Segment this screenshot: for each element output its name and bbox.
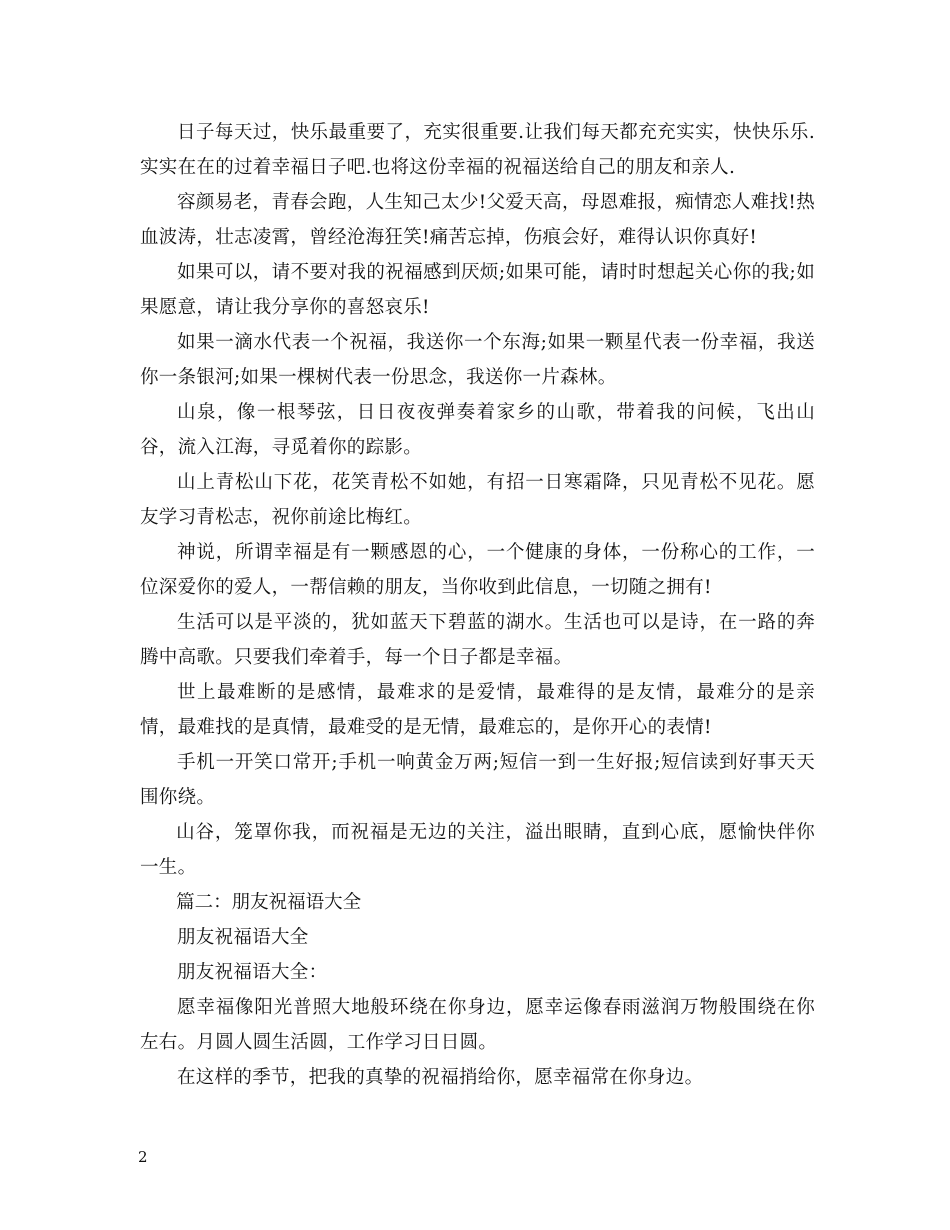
paragraph: 神说，所谓幸福是有一颗感恩的心，一个健康的身体，一份称心的工作，一位深爱你的爱人，一帮信赖的朋友，当你收到此信息，一切随之拥有! xyxy=(140,542,815,598)
paragraph: 在这样的季节，把我的真挚的祝福捎给你，愿幸福常在你身边。 xyxy=(177,1067,704,1088)
paragraph: 日子每天过，快乐最重要了，充实很重要.让我们每天都充充实实，快快乐乐.实实在在的过着幸福日子吧.也将这份幸福的祝福送给自己的朋友和亲人. xyxy=(140,122,815,178)
page-number: 2 xyxy=(138,1148,148,1166)
paragraph: 世上最难断的是感情，最难求的是爱情，最难得的是友情，最难分的是亲情，最难找的是真情，最难受的是无情，最难忘的，是你开心的表情! xyxy=(140,682,815,738)
document-body xyxy=(140,115,815,1095)
paragraph: 生活可以是平淡的，犹如蓝天下碧蓝的湖水。生活也可以是诗，在一路的奔腾中高歌。只要我们牵着手，每一个日子都是幸福。 xyxy=(140,612,815,668)
paragraph: 如果可以，请不要对我的祝福感到厌烦;如果可能，请时时想起关心你的我;如果愿意，请让我分享你的喜怒哀乐! xyxy=(140,262,815,318)
section-heading: 篇二：朋友祝福语大全 xyxy=(176,892,362,913)
intro-label: 朋友祝福语大全： xyxy=(177,962,328,983)
paragraph: 愿幸福像阳光普照大地般环绕在你身边，愿幸运像春雨滋润万物般围绕在你左右。月圆人圆生活圆，工作学习日日圆。 xyxy=(140,997,815,1053)
paragraph: 如果一滴水代表一个祝福，我送你一个东海;如果一颗星代表一份幸福，我送你一条银河;如果一棵树代表一份思念，我送你一片森林。 xyxy=(140,332,815,388)
paragraph: 山谷，笼罩你我，而祝福是无边的关注，溢出眼睛，直到心底，愿愉快伴你一生。 xyxy=(140,822,815,878)
paragraph: 手机一开笑口常开;手机一响黄金万两;短信一到一生好报;短信读到好事天天围你绕。 xyxy=(140,752,815,808)
paragraph: 山泉，像一根琴弦，日日夜夜弹奏着家乡的山歌，带着我的问候，飞出山谷，流入江海，寻觅着你的踪影。 xyxy=(140,402,815,458)
paragraph: 山上青松山下花，花笑青松不如她，有招一日寒霜降，只见青松不见花。愿友学习青松志，祝你前途比梅红。 xyxy=(140,472,815,528)
subtitle: 朋友祝福语大全 xyxy=(177,927,309,948)
paragraph: 容颜易老，青春会跑，人生知己太少!父爱天高，母恩难报，痴情恋人难找!热血波涛，壮志凌霄，曾经沧海狂笑!痛苦忘掉，伤痕会好，难得认识你真好! xyxy=(140,192,815,248)
